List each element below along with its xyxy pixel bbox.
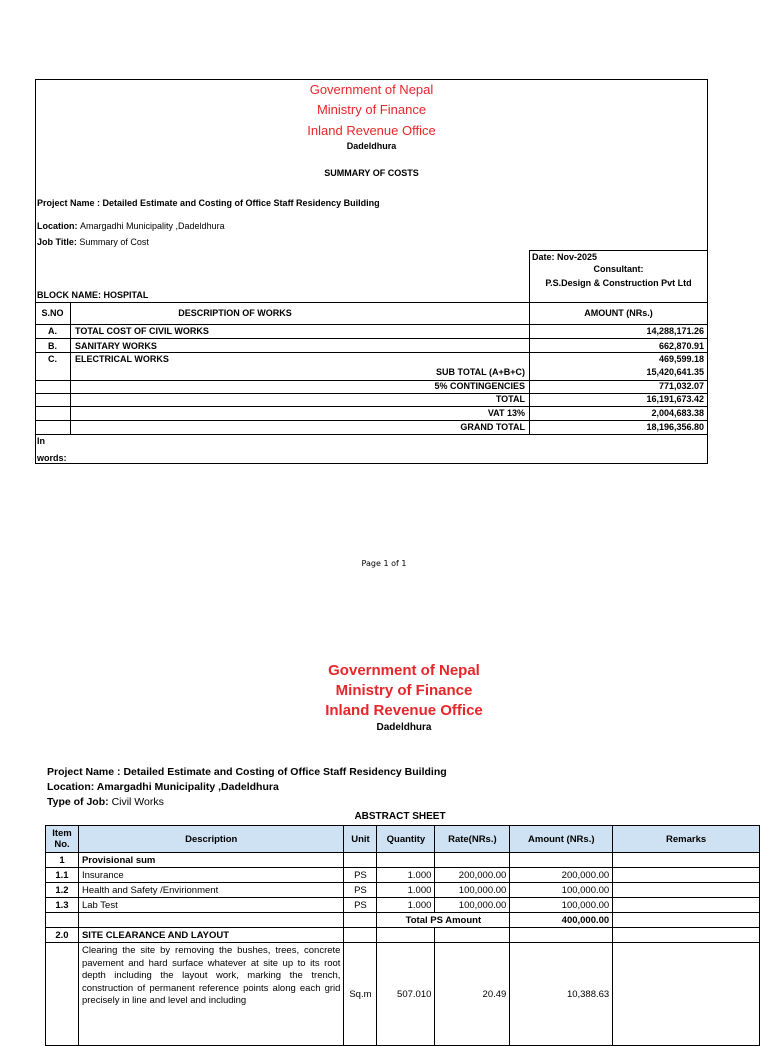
header-description: Description	[78, 826, 343, 853]
total-amount: 16,191,673.42	[646, 394, 704, 404]
total-label: TOTAL	[495, 394, 525, 404]
project-name	[37, 198, 380, 208]
header-item-no: Item No.	[46, 826, 79, 853]
item-qty: 507.010	[377, 943, 435, 1046]
col-description: DESCRIPTION OF WORKS	[178, 308, 292, 318]
row-sno: B.	[48, 341, 57, 351]
item-amount: 200,000.00	[510, 868, 613, 883]
job-type-label: Type of Job:	[47, 796, 112, 808]
item-no: 1.1	[46, 868, 79, 883]
gov-title: Government of Nepal	[309, 82, 434, 97]
contingency-label: 5% CONTINGENCIES	[434, 381, 525, 391]
section-no: 2.0	[46, 928, 79, 943]
row-sno: C.	[48, 354, 57, 364]
row-desc: ELECTRICAL WORKS	[75, 354, 169, 364]
consultant-label: Consultant:	[593, 264, 644, 274]
header-quantity: Quantity	[377, 826, 435, 853]
item-unit: PS	[344, 898, 377, 913]
vat-amount: 2,004,683.38	[651, 408, 704, 418]
office-title-2: Inland Revenue Office	[325, 702, 483, 719]
ps-total-label: Total PS Amount	[377, 913, 510, 928]
header-rate: Rate(NRs.)	[435, 826, 510, 853]
item-rate: 20.49	[435, 943, 510, 1046]
item-desc: Health and Safety /Envirionment	[78, 883, 343, 898]
item-rate: 200,000.00	[435, 868, 510, 883]
table-row	[46, 868, 760, 883]
item-desc: Lab Test	[78, 898, 343, 913]
job-type-value: Civil Works	[111, 796, 164, 808]
abstract-sheet-title: ABSTRACT SHEET	[354, 811, 446, 822]
summary-title: SUMMARY OF COSTS	[324, 168, 419, 178]
location-label: Location:	[37, 221, 80, 231]
subtotal-label: SUB TOTAL (A+B+C)	[435, 367, 525, 377]
section-title: SITE CLEARANCE AND LAYOUT	[78, 928, 343, 943]
item-rate: 100,000.00	[435, 898, 510, 913]
item-desc: Provisional sum	[78, 853, 343, 868]
grand-total-label: GRAND TOTAL	[460, 422, 525, 432]
project-label: Project Name :	[37, 198, 103, 208]
row-desc: TOTAL COST OF CIVIL WORKS	[75, 326, 209, 336]
row-amount: 662,870.91	[658, 341, 704, 351]
item-amount: 100,000.00	[510, 898, 613, 913]
gov-title-2: Government of Nepal	[328, 662, 480, 679]
table-row	[46, 898, 760, 913]
table-header-row	[46, 826, 760, 853]
block-name: BLOCK NAME: HOSPITAL	[37, 290, 149, 300]
header-amount: Amount (NRs.)	[510, 826, 613, 853]
col-amount: AMOUNT (NRs.)	[584, 308, 653, 318]
in-words-label-2: words:	[37, 453, 67, 463]
table-row	[46, 943, 760, 1046]
item-amount: 100,000.00	[510, 883, 613, 898]
item-qty: 1.000	[377, 898, 435, 913]
district-2: Dadeldhura	[376, 722, 432, 733]
office-title: Inland Revenue Office	[307, 123, 436, 138]
date: Date: Nov-2025	[532, 252, 598, 262]
row-sno: A.	[48, 326, 57, 336]
col-sno: S.NO	[41, 308, 64, 318]
ps-total-row	[46, 913, 760, 928]
in-words-label: In	[37, 436, 45, 446]
table-row	[46, 883, 760, 898]
job-title	[37, 237, 149, 247]
job-value: Summary of Cost	[79, 237, 149, 247]
subtotal-amount: 15,420,641.35	[646, 367, 704, 377]
item-qty: 1.000	[377, 883, 435, 898]
job-label: Job Title:	[37, 237, 80, 247]
grand-total-amount: 18,196,356.80	[646, 422, 704, 432]
item-qty: 1.000	[377, 868, 435, 883]
header-unit: Unit	[344, 826, 377, 853]
district: Dadeldhura	[346, 141, 397, 151]
table-row	[46, 853, 760, 868]
location	[37, 221, 225, 231]
project-name-2: Project Name : Detailed Estimate and Costing of Office Staff Residency Building	[47, 766, 447, 778]
row-desc: SANITARY WORKS	[75, 341, 157, 351]
page-number: Page 1 of 1	[361, 559, 407, 568]
ps-total-amount: 400,000.00	[510, 913, 613, 928]
item-unit: PS	[344, 883, 377, 898]
item-no: 1.2	[46, 883, 79, 898]
item-amount: 10,388.63	[510, 943, 613, 1046]
section-row	[46, 928, 760, 943]
consultant: P.S.Design & Construction Pvt Ltd	[545, 278, 692, 288]
item-desc-long: Clearing the site by removing the bushes, trees, concrete pavement and hard surface whatever at site up to its root depth including the layout work, marking the trench, construction of permanent reference points along each grid precisely in line and level and including	[78, 943, 343, 1046]
item-unit: PS	[344, 868, 377, 883]
location-value: Amargadhi Municipality ,Dadeldhura	[80, 221, 225, 231]
ministry-title: Ministry of Finance	[316, 102, 427, 117]
item-desc: Insurance	[78, 868, 343, 883]
item-no: 1.3	[46, 898, 79, 913]
abstract-table	[45, 825, 760, 1046]
job-type	[47, 796, 164, 808]
item-rate: 100,000.00	[435, 883, 510, 898]
vat-label: VAT 13%	[487, 408, 525, 418]
ministry-title-2: Ministry of Finance	[335, 682, 473, 699]
project-value: Detailed Estimate and Costing of Office Staff Residency Building	[102, 198, 380, 208]
header-remarks: Remarks	[613, 826, 760, 853]
row-amount: 14,288,171.26	[646, 326, 704, 336]
row-amount: 469,599.18	[658, 354, 704, 364]
item-no: 1	[46, 853, 79, 868]
contingency-amount: 771,032.07	[658, 381, 704, 391]
location-2: Location: Amargadhi Municipality ,Dadeldhura	[47, 781, 279, 793]
item-unit: Sq.m	[344, 943, 377, 1046]
